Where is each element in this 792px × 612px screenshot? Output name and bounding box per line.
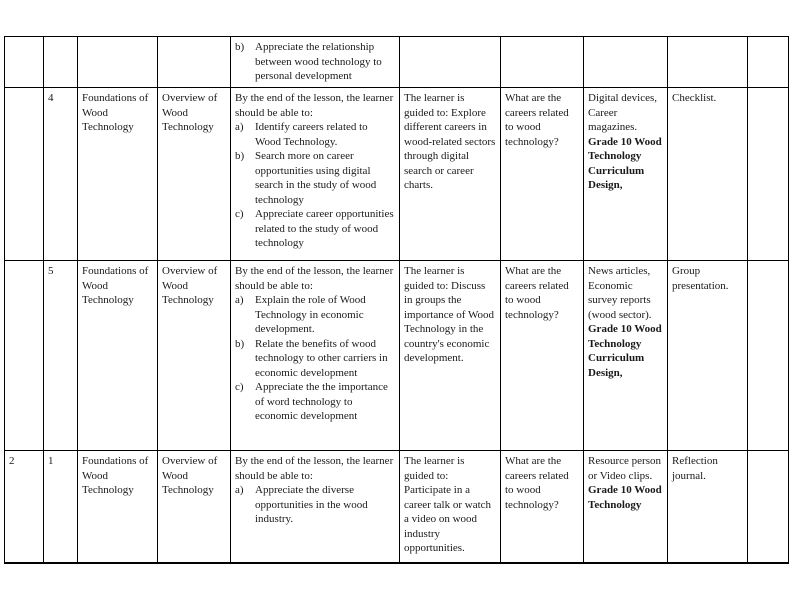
cell-extra bbox=[748, 37, 789, 88]
cell-assessment bbox=[668, 451, 748, 563]
cell-text: Overview of Wood Technology bbox=[162, 455, 218, 496]
resources-curriculum-reference: Grade 10 Wood Technology bbox=[588, 484, 662, 511]
cell-text: The learner is guided to: Participate in a career talk or watch a video on wood industry opportunities. bbox=[404, 455, 492, 554]
cell-inquiry bbox=[501, 451, 584, 563]
cell-text: Resource person or Video clips. bbox=[588, 455, 662, 482]
cell-text: Checklist. bbox=[672, 92, 717, 104]
list-item bbox=[235, 207, 395, 251]
cell-outcomes bbox=[231, 451, 400, 563]
cell-text: News articles, Economic survey reports (wood sector). bbox=[588, 265, 652, 321]
cell-inquiry bbox=[501, 37, 584, 88]
cell-text: Foundations of Wood Technology bbox=[82, 265, 149, 306]
list-item bbox=[235, 40, 395, 84]
resources-curriculum-reference: Grade 10 Wood Technology Curriculum Design, bbox=[588, 323, 662, 379]
cell-week bbox=[5, 451, 44, 563]
list-item bbox=[235, 380, 395, 424]
cell-substrand bbox=[158, 37, 231, 88]
cell-text: 2 bbox=[9, 455, 15, 467]
cell-lesson bbox=[44, 37, 78, 88]
list-item-text: Explain the role of Wood Technology in economic development. bbox=[255, 294, 366, 335]
list-item-text: Appreciate career opportunities related to the study of wood technology bbox=[255, 208, 394, 249]
cell-experiences bbox=[400, 261, 501, 451]
cell-resources bbox=[584, 88, 668, 261]
list-item-text: Appreciate the diverse opportunities in the wood industry. bbox=[255, 484, 368, 525]
cell-text: The learner is guided to: Discuss in groups the importance of Wood Technology in the country's economic development. bbox=[404, 265, 494, 364]
cell-inquiry bbox=[501, 261, 584, 451]
list-item-label: a) bbox=[235, 294, 244, 306]
cell-text: The learner is guided to: Explore different careers in wood-related sectors through digital search or career charts. bbox=[404, 92, 496, 191]
resources-curriculum-reference: Grade 10 Wood Technology Curriculum Design, bbox=[588, 135, 662, 191]
cell-strand bbox=[78, 261, 158, 451]
cell-week bbox=[5, 88, 44, 261]
cell-resources bbox=[584, 261, 668, 451]
cell-text: Foundations of Wood Technology bbox=[82, 92, 149, 133]
curriculum-table-body bbox=[5, 37, 789, 563]
table-row bbox=[5, 88, 789, 261]
cell-text: What are the careers related to wood technology? bbox=[505, 92, 569, 148]
cell-extra bbox=[748, 261, 789, 451]
cell-text: What are the careers related to wood technology? bbox=[505, 455, 569, 511]
list-item-label: b) bbox=[235, 150, 245, 162]
cell-experiences bbox=[400, 451, 501, 563]
list-item-label: b) bbox=[235, 337, 245, 350]
curriculum-table bbox=[4, 36, 789, 564]
list-item-text: Identify careers related to Wood Technology. bbox=[255, 121, 368, 148]
list-item-label: c) bbox=[235, 381, 244, 393]
list-item-label: a) bbox=[235, 121, 244, 133]
cell-resources bbox=[584, 451, 668, 563]
list-item-text: Appreciate the relationship between wood technology to personal development bbox=[255, 41, 382, 82]
cell-outcomes bbox=[231, 261, 400, 451]
list-item bbox=[235, 120, 395, 149]
cell-text: 5 bbox=[48, 265, 54, 277]
list-item-label: b) bbox=[235, 41, 245, 53]
cell-text: 1 bbox=[48, 455, 54, 467]
list-item bbox=[235, 483, 395, 527]
cell-text: Overview of Wood Technology bbox=[162, 265, 218, 306]
cell-experiences bbox=[400, 88, 501, 261]
table-row bbox=[5, 451, 789, 563]
outcomes-intro: By the end of the lesson, the learner should be able to: bbox=[235, 455, 394, 482]
cell-text: 4 bbox=[48, 92, 54, 104]
cell-lesson bbox=[44, 261, 78, 451]
table-row bbox=[5, 37, 789, 88]
cell-strand bbox=[78, 37, 158, 88]
cell-assessment bbox=[668, 261, 748, 451]
list-item bbox=[235, 149, 395, 207]
cell-strand bbox=[78, 88, 158, 261]
cell-substrand bbox=[158, 261, 231, 451]
list-item-label: c) bbox=[235, 208, 244, 220]
outcomes-intro: By the end of the lesson, the learner should be able to: bbox=[235, 265, 394, 292]
cell-text: Overview of Wood Technology bbox=[162, 92, 218, 133]
cell-outcomes bbox=[231, 88, 400, 261]
cell-resources bbox=[584, 37, 668, 88]
cell-week bbox=[5, 37, 44, 88]
cell-experiences bbox=[400, 37, 501, 88]
cell-text: Reflection journal. bbox=[672, 455, 718, 482]
cell-text: Digital devices, Career magazines. bbox=[588, 92, 658, 133]
cell-text: What are the careers related to wood technology? bbox=[505, 265, 569, 321]
cell-substrand bbox=[158, 88, 231, 261]
table-row bbox=[5, 261, 789, 451]
list-item-text: Appreciate the the importance of word technology to economic development bbox=[255, 381, 388, 422]
list-item-text: Search more on career opportunities using digital search in the study of wood technology bbox=[255, 150, 377, 206]
cell-outcomes bbox=[231, 37, 400, 88]
cell-extra bbox=[748, 451, 789, 563]
list-item-text: Relate the benefits of wood technology to other carriers in economic development bbox=[255, 337, 388, 379]
cell-lesson bbox=[44, 451, 78, 563]
list-item-label: a) bbox=[235, 484, 244, 496]
cell-week bbox=[5, 261, 44, 451]
cell-assessment bbox=[668, 88, 748, 261]
cell-extra bbox=[748, 88, 789, 261]
cell-inquiry bbox=[501, 88, 584, 261]
cell-assessment bbox=[668, 37, 748, 88]
cell-text: Foundations of Wood Technology bbox=[82, 455, 149, 496]
list-item bbox=[235, 293, 395, 337]
list-item bbox=[235, 337, 395, 381]
cell-lesson bbox=[44, 88, 78, 261]
outcomes-intro: By the end of the lesson, the learner should be able to: bbox=[235, 92, 394, 119]
cell-strand bbox=[78, 451, 158, 563]
cell-text: Group presentation. bbox=[672, 265, 729, 292]
cell-substrand bbox=[158, 451, 231, 563]
